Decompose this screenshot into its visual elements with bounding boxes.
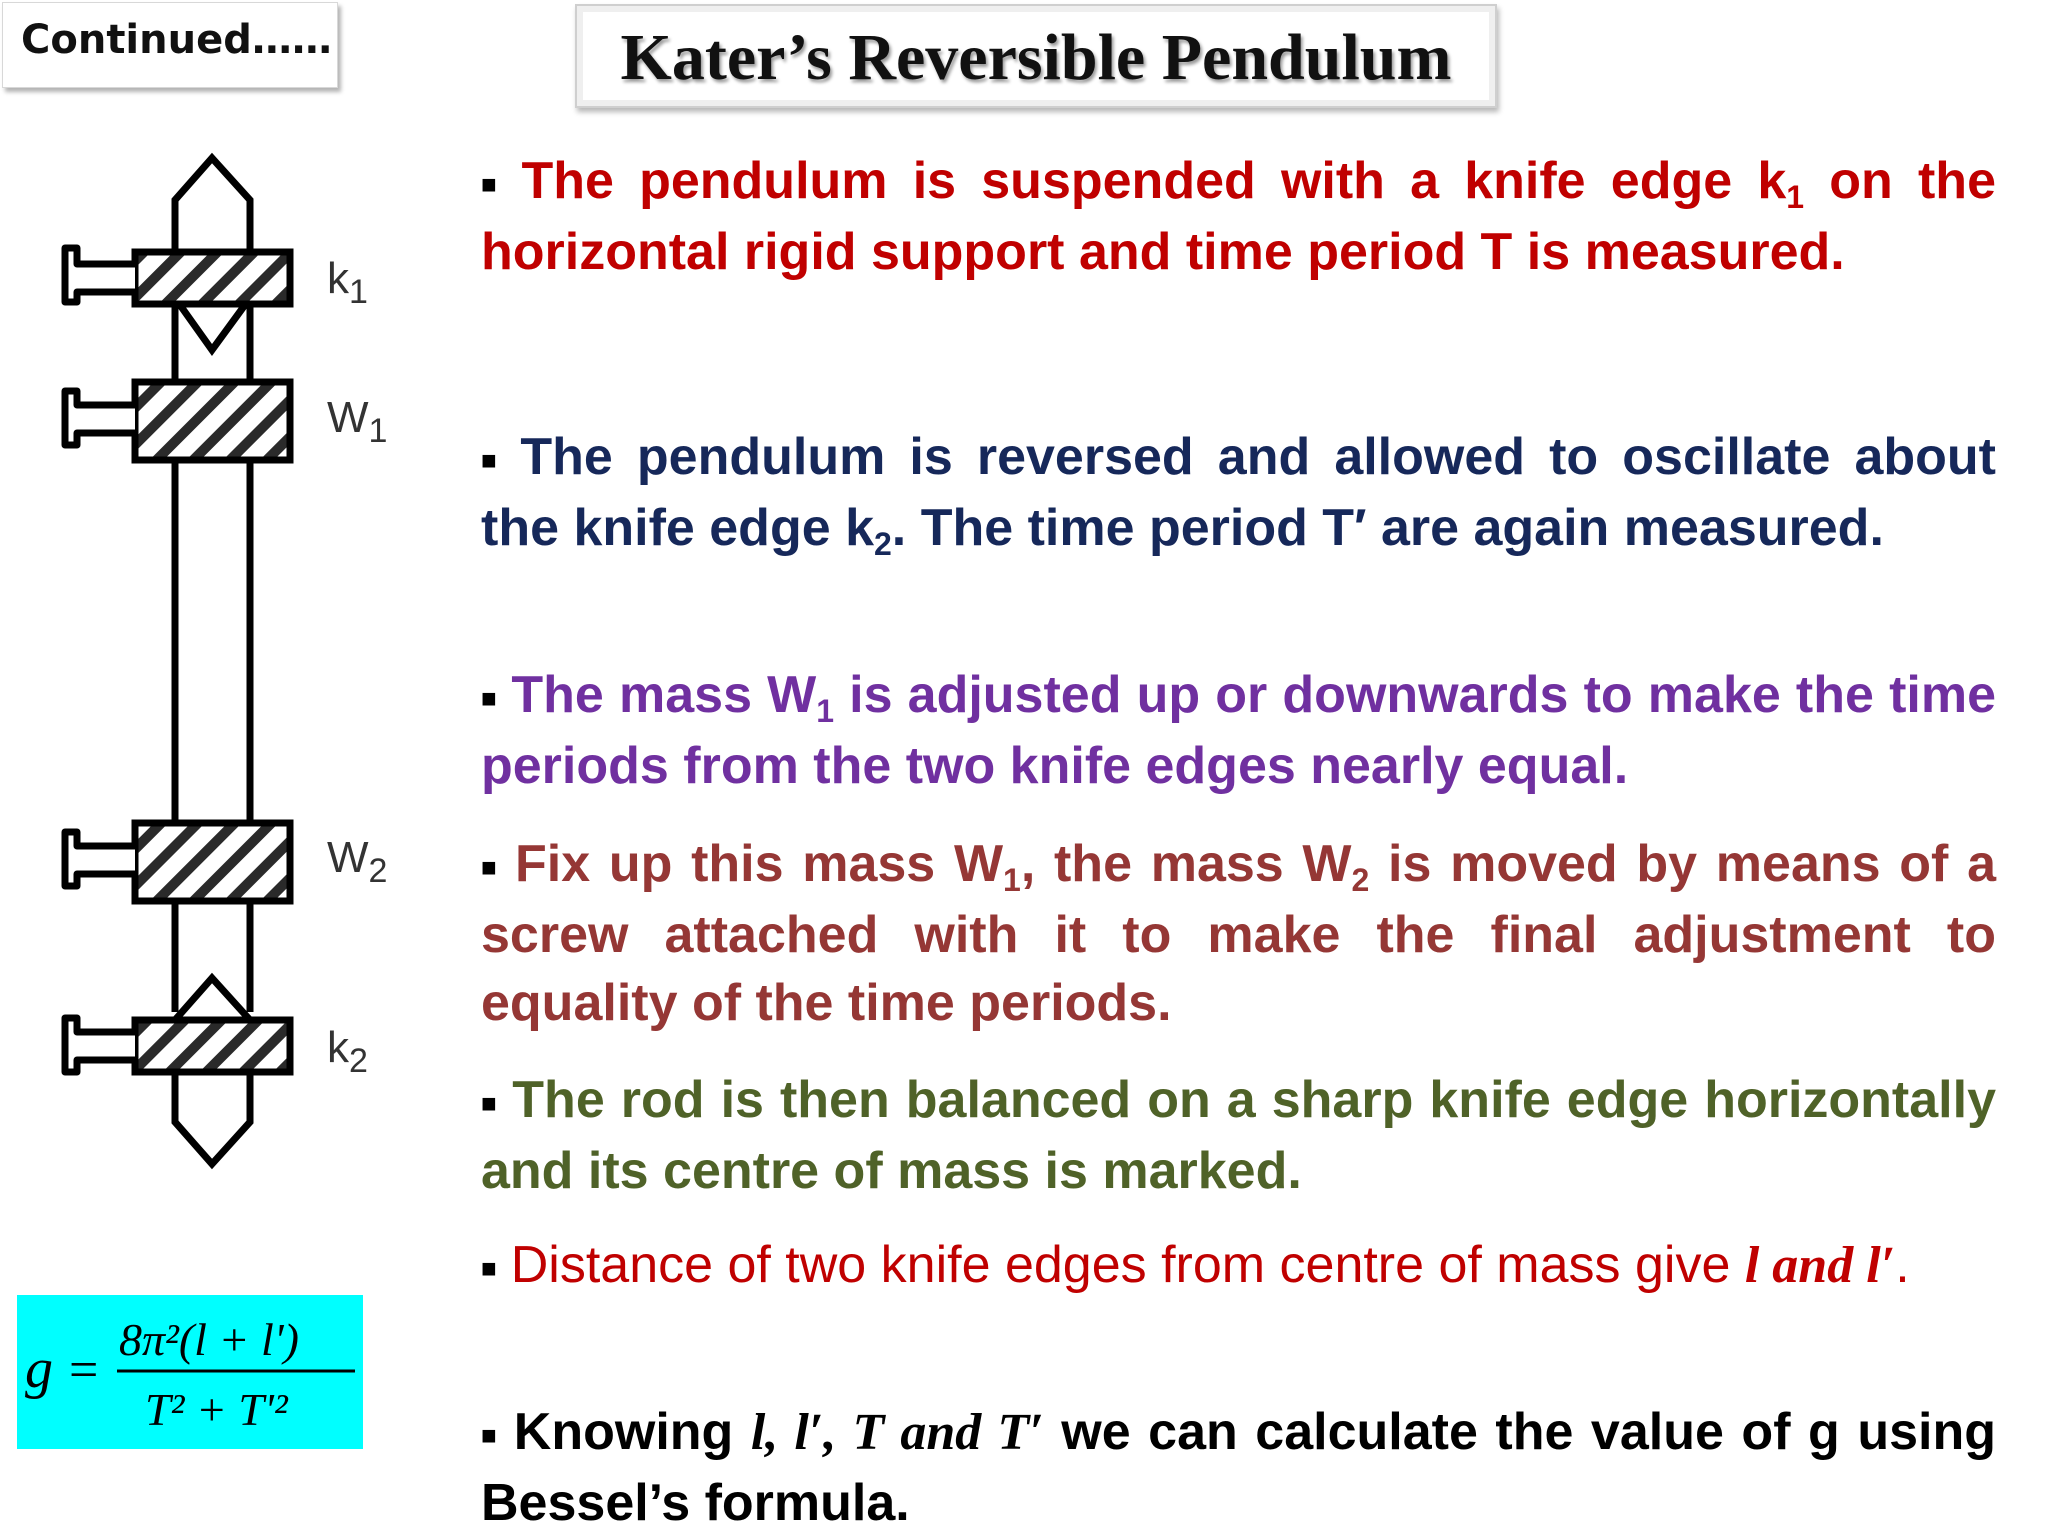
formula-eq: = bbox=[69, 1342, 99, 1399]
point-3: ■ The mass $W_1$ is adjusted up or downwards to make the time periods from the two knife edges nearly equal. bbox=[481, 666, 1996, 796]
bullet-icon: ■ bbox=[481, 852, 501, 883]
weight-w2 bbox=[65, 823, 290, 901]
bullet-icon: ■ bbox=[481, 1253, 497, 1284]
label-k2: $k_2$ bbox=[327, 1023, 368, 1080]
point-7: ■ Knowing l, l′, T and T′ we can calculate the value of g using Bessel’s formula. bbox=[481, 1403, 1996, 1533]
bullet-icon: ■ bbox=[481, 1420, 500, 1451]
bessel-formula-box bbox=[17, 1295, 363, 1449]
point-6: ■ Distance of two knife edges from centre of mass give l and l′. bbox=[481, 1236, 1910, 1294]
page-title: Kater’s Reversible Pendulum bbox=[575, 4, 1497, 108]
point-4: ■ Fix up this mass $W_1$, the mass $W_2$ is moved by means of a screw attached with it to make the final adjustment to equality of the time periods. bbox=[481, 835, 1996, 1033]
formula-numerator: 8π²(l + l') bbox=[119, 1314, 299, 1365]
label-w2: $W_2$ bbox=[327, 833, 388, 890]
bessel-formula bbox=[17, 1295, 363, 1449]
knife-edge-k2-blade bbox=[175, 978, 250, 1020]
bullet-icon: ■ bbox=[481, 1088, 499, 1119]
weight-w1 bbox=[65, 382, 290, 460]
knife-edge-k1-top bbox=[175, 158, 250, 252]
pendulum-diagram bbox=[55, 150, 435, 1180]
bullet-icon: ■ bbox=[481, 445, 507, 476]
label-k1: $k_1$ bbox=[327, 254, 368, 311]
bullet-icon: ■ bbox=[481, 169, 508, 200]
label-w1: $W_1$ bbox=[327, 393, 388, 450]
clamp-k1 bbox=[65, 248, 290, 304]
point-2: ■ The pendulum is reversed and allowed to oscillate about the knife edge $k_2$. The time period T′ are again measured. bbox=[481, 428, 1996, 563]
continued-tag: Continued…… bbox=[2, 2, 338, 88]
point-5: ■ The rod is then balanced on a sharp knife edge horizontally and its centre of mass is marked. bbox=[481, 1071, 1996, 1201]
point-1: ■ The pendulum is suspended with a knife edge $k_1$ on the horizontal rigid support and time period T is measured. bbox=[481, 152, 1996, 282]
knife-edge-k2-bottom bbox=[175, 1072, 250, 1164]
bullet-icon: ■ bbox=[481, 683, 498, 714]
clamp-k2 bbox=[65, 1018, 290, 1072]
formula-denominator: T² + T'² bbox=[145, 1384, 288, 1435]
pendulum-diagram-svg bbox=[55, 150, 435, 1180]
formula-lhs: g bbox=[25, 1338, 53, 1400]
